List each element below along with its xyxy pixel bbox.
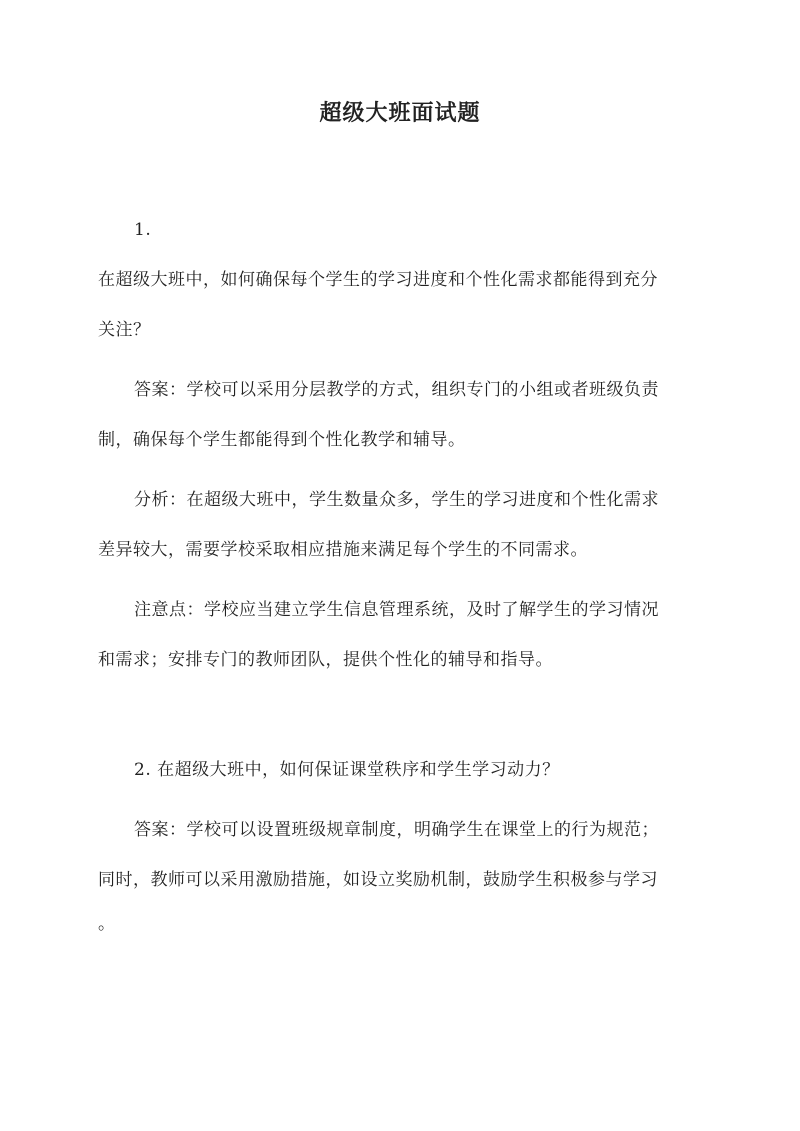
question-1-notes-line-1: 注意点：学校应当建立学生信息管理系统，及时了解学生的学习情况 <box>134 600 659 620</box>
question-1-analysis-line-2: 差异较大，需要学校采取相应措施来满足每个学生的不同需求。 <box>98 540 588 560</box>
question-2-text: 2. 在超级大班中，如何保证课堂秩序和学生学习动力？ <box>134 760 560 780</box>
question-1-number: 1. <box>134 220 152 240</box>
question-2-answer-line-1: 答案：学校可以设置班级规章制度，明确学生在课堂上的行为规范； <box>134 820 659 840</box>
question-1-analysis-line-1: 分析：在超级大班中，学生数量众多，学生的学习进度和个性化需求 <box>134 490 659 510</box>
question-1-answer-line-1: 答案：学校可以采用分层教学的方式，组织专门的小组或者班级负责 <box>134 380 659 400</box>
question-2-answer-line-2: 同时，教师可以采用激励措施，如设立奖励机制，鼓励学生积极参与学习 <box>98 870 658 890</box>
question-2-answer-line-3: 。 <box>98 914 116 934</box>
document-title: 超级大班面试题 <box>319 100 481 126</box>
question-1-text-line-1: 在超级大班中，如何确保每个学生的学习进度和个性化需求都能得到充分 <box>98 270 658 290</box>
question-1-text-line-2: 关注？ <box>98 320 151 340</box>
question-1-notes-line-2: 和需求；安排专门的教师团队，提供个性化的辅导和指导。 <box>98 650 553 670</box>
question-1-answer-line-2: 制，确保每个学生都能得到个性化教学和辅导。 <box>98 430 466 450</box>
